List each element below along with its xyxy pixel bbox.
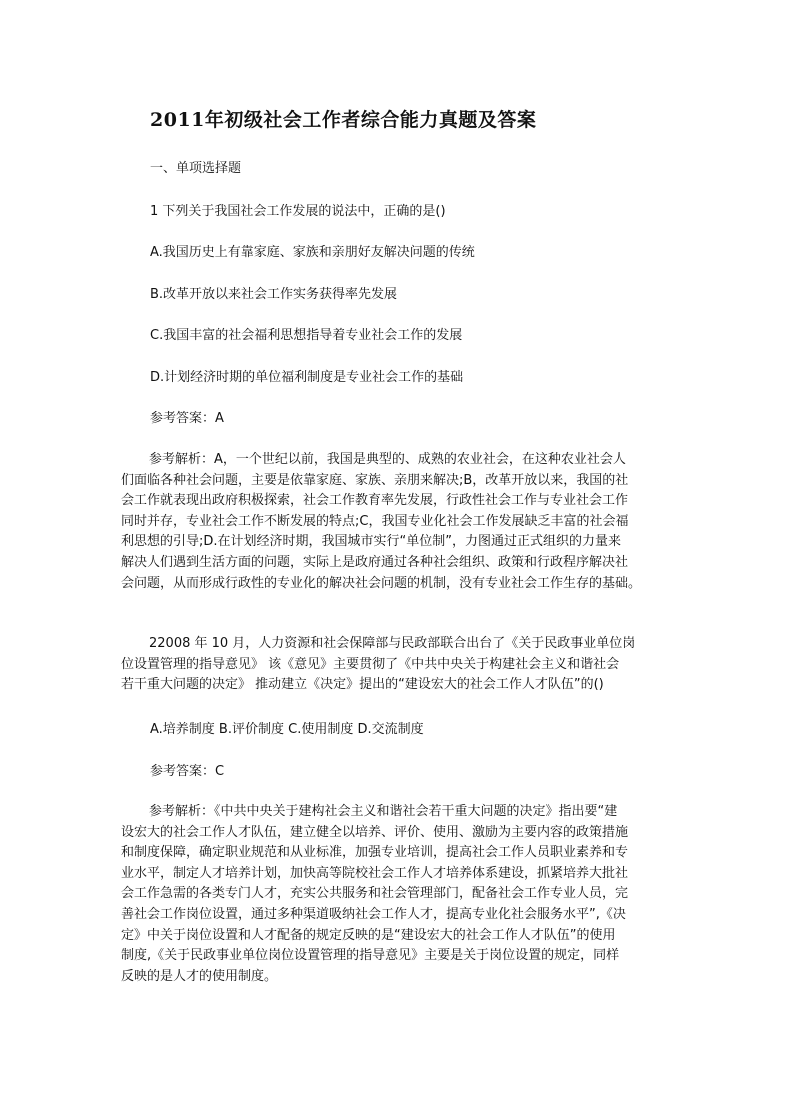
analysis-line: 利思想的引导;D.在计划经济时期，我国城市实行“单位制”，力图通过正式组织的力量来 bbox=[121, 534, 621, 550]
analysis-line: 解决人们遇到生活方面的问题，实际上是政府通过各种社会组织、政策和行政程序解决社 bbox=[121, 554, 629, 570]
question-1-answer: 参考答案：A bbox=[150, 411, 224, 426]
analysis-line: 们面临各种社会问题，主要是依靠家庭、家族、亲朋来解决;B，改革开放以来，我国的社 bbox=[121, 472, 629, 488]
question-1-option-d: D.计划经济时期的单位福利制度是专业社会工作的基础 bbox=[150, 370, 464, 385]
analysis-line: 参考解析：A，一个世纪以前，我国是典型的、成熟的农业社会，在这种农业社会人 bbox=[149, 452, 626, 467]
analysis-line: 会问题，从而形成行政性的专业化的解决社会问题的机制，没有专业社会工作生存的基础。 bbox=[121, 575, 642, 591]
question-1-option-b: B.改革开放以来社会工作实务获得率先发展 bbox=[150, 287, 398, 302]
analysis-line: 会工作急需的各类专门人才，充实公共服务和社会管理部门，配备社会工作专业人员，完 bbox=[121, 886, 629, 902]
analysis-line: 反映的是人才的使用制度。 bbox=[121, 968, 278, 984]
analysis-line: 设宏大的社会工作人才队伍，建立健全以培养、评价、使用、激励为主要内容的政策措施 bbox=[121, 824, 629, 840]
question-1-analysis bbox=[121, 450, 681, 594]
question-1-option-c: C.我国丰富的社会福利思想指导着专业社会工作的发展 bbox=[150, 328, 463, 343]
analysis-line: 制度,《关于民政事业单位岗位设置管理的指导意见》主要是关于岗位设置的规定，同样 bbox=[121, 948, 620, 964]
question-2-answer: 参考答案：C bbox=[150, 764, 225, 779]
analysis-line: 和制度保障，确定职业规范和从业标准，加强专业培训，提高社会工作人员职业素养和专 bbox=[121, 845, 629, 861]
question-2-stem-line: 位设置管理的指导意见》 该《意见》主要贯彻了《中共中央关于构建社会主义和谐社会 bbox=[121, 656, 620, 672]
question-2-analysis bbox=[121, 802, 681, 987]
analysis-line: 会工作就表现出政府积极探索，社会工作教育率先发展，行政性社会工作与专业社会工作 bbox=[121, 493, 629, 509]
analysis-line: 同时并存，专业社会工作不断发展的特点;C，我国专业化社会工作发展缺乏丰富的社会福 bbox=[121, 513, 629, 529]
analysis-line: 定》中关于岗位设置和人才配备的规定反映的是“建设宏大的社会工作人才队伍”的使用 bbox=[121, 927, 616, 943]
question-2-options: A.培养制度 B.评价制度 C.使用制度 D.交流制度 bbox=[150, 722, 424, 737]
analysis-line: 业水平，制定人才培养计划，加快高等院校社会工作人才培养体系建设，抓紧培养大批社 bbox=[121, 865, 629, 881]
question-2-stem-line: 22008 年 10 月，人力资源和社会保障部与民政部联合出台了《关于民政事业单位岗 bbox=[149, 636, 636, 651]
section-heading: 一、单项选择题 bbox=[150, 161, 242, 176]
question-1-stem: 1 下列关于我国社会工作发展的说法中，正确的是() bbox=[150, 204, 446, 219]
analysis-line: 善社会工作岗位设置，通过多种渠道吸纳社会工作人才，提高专业化社会服务水平”,《决 bbox=[121, 906, 626, 922]
analysis-line: 参考解析：《中共中央关于建构社会主义和谐社会若干重大问题的决定》指出要“建 bbox=[149, 804, 618, 819]
question-2-stem-line: 若干重大问题的决定》 推动建立《决定》提出的“建设宏大的社会工作人才队伍”的() bbox=[121, 677, 604, 693]
question-1-option-a: A.我国历史上有靠家庭、家族和亲朋好友解决问题的传统 bbox=[150, 245, 475, 260]
document-title: 2011年初级社会工作者综合能力真题及答案 bbox=[150, 109, 537, 131]
question-2-stem bbox=[121, 634, 681, 696]
